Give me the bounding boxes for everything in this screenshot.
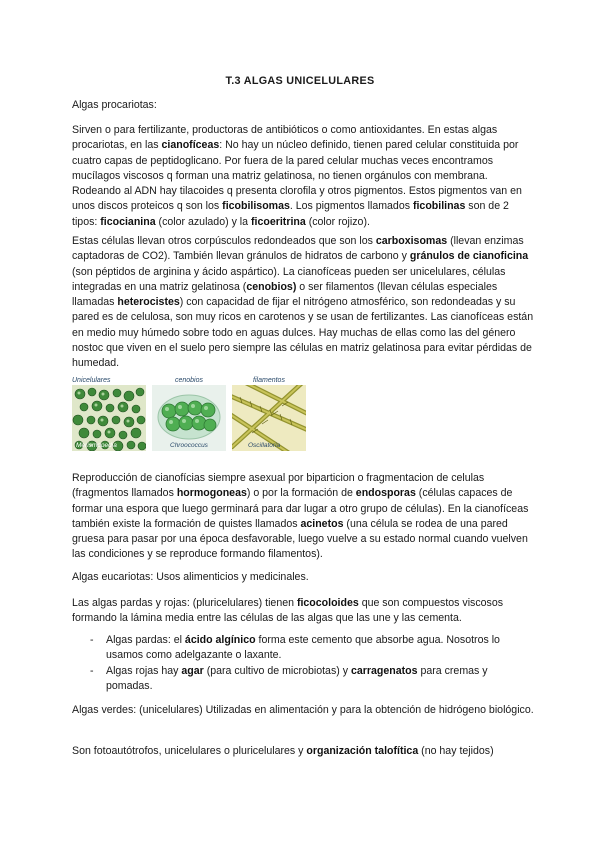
paragraph-cianoficeas: Sirven o para fertilizante, productoras de antibióticos o como antioxidantes. En estas algas procariotas, en las cianofíceas: No hay un núcleo definido, tienen pared celular constituida por cuatro capas de peptidoglicano. Por fuera de la pared celular muchas veces encontramos mucílagos viscosos q forman una matriz gelatinosa, no tienen orgánulos con membrana. Rodeando al ADN hay tilacoides q presenta clorofila y otros pigmentos. Estos pigmentos van en unos discos proteicos q son los ficobilisomas. Los pigmentos llamados ficobilinas son de 2 tipos: ficocianina (color azulado) y la ficoeritrina (color rojizo). [72,124,522,228]
figure-unicelulares [72,377,146,450]
paragraph-algas-verdes: Algas verdes: (unicelulares) Utilizadas en alimentación y para la obtención de hidrógeno biológico. [72,704,534,716]
paragraph-pardas-rojas: Las algas pardas y rojas: (pluricelulares) tienen ficocoloides que son compuestos viscosos formando la lámina media entre las células de las algas que las une y las cementa. [72,597,504,625]
list-dash: - [90,634,94,646]
algas-list [72,633,534,694]
document-title: T.3 ALGAS UNICELULARES [225,75,375,87]
figure-caption: Oscillatoria [248,442,281,449]
figure-label: cenobios [174,377,204,384]
list-item: - Algas rojas hay agar (para cultivo de microbiotas) y carragenatos para cremas y pomadas. [90,664,488,692]
heading-eucariotas: Algas eucariotas: Usos alimenticios y medicinales. [72,571,309,583]
figure-label: filamentos [253,377,285,384]
list-dash: - [90,664,94,677]
paragraph-carboxisomas: Estas células llevan otros corpúsculos redondeados que son los carboxisomas (llevan enzimas captadoras de CO2). También llevan gránulos de hidratos de carbono y gránulos de cianoficina (son péptidos de arginina y ácido aspártico). La cianofíceas pueden ser unicelulares, células integradas en una matriz gelatinosa (cenobios) o ser filamentos (llevan células especiales llamadas heterocistes) con capacidad de fijar el nitrógeno atmosférico, son redondeadas y su pared es de celulosa, son muy ricos en carotenos y se usan de fertilizantes. Las cianofíceas están en medio muy húmedo sobre todo en aguas dulces. Hay muchas de ellas como las del género nostoc que viven en el suelo pero siempre las células en matriz gelatinosa para evitar pérdidas de humedad. [72,235,534,370]
figure-filamentos [232,377,306,450]
figure-caption: Merismopedia [76,442,117,449]
paragraph-reproduccion: Reproducción de cianofícias siempre asexual por biparticion o fragmentacion de celulas (fragmentos llamados hormogoneas) o por la formación de endosporas (células capaces de formar una espora que luego germinará para dar lugar a otro grupo de células). En la cianofíceas también existe la formación de quistes llamados acinetos (una célula se rodea de una pared gruesa para pasar por una época desfavorable, luego vuelve a su estado normal cuando vuelven las condiciones y se reproduce formando filamentos). [72,472,529,561]
figure-caption: Chroococcus [170,442,208,449]
heading-procariotas: Algas procariotas: [72,99,157,111]
paragraph-fotoautotrofos: Son fotoautótrofos, unicelulares o pluricelulares y organización talofítica (no hay tejidos) [72,745,494,757]
figure-strip [72,377,332,457]
figure-cenobios [152,377,226,450]
figure-label: Unicelulares [72,377,111,384]
list-item: - Algas pardas: el ácido algínico forma este cemento que absorbe agua. Nosotros lo usamos como adelgazante o laxante. [90,634,500,662]
